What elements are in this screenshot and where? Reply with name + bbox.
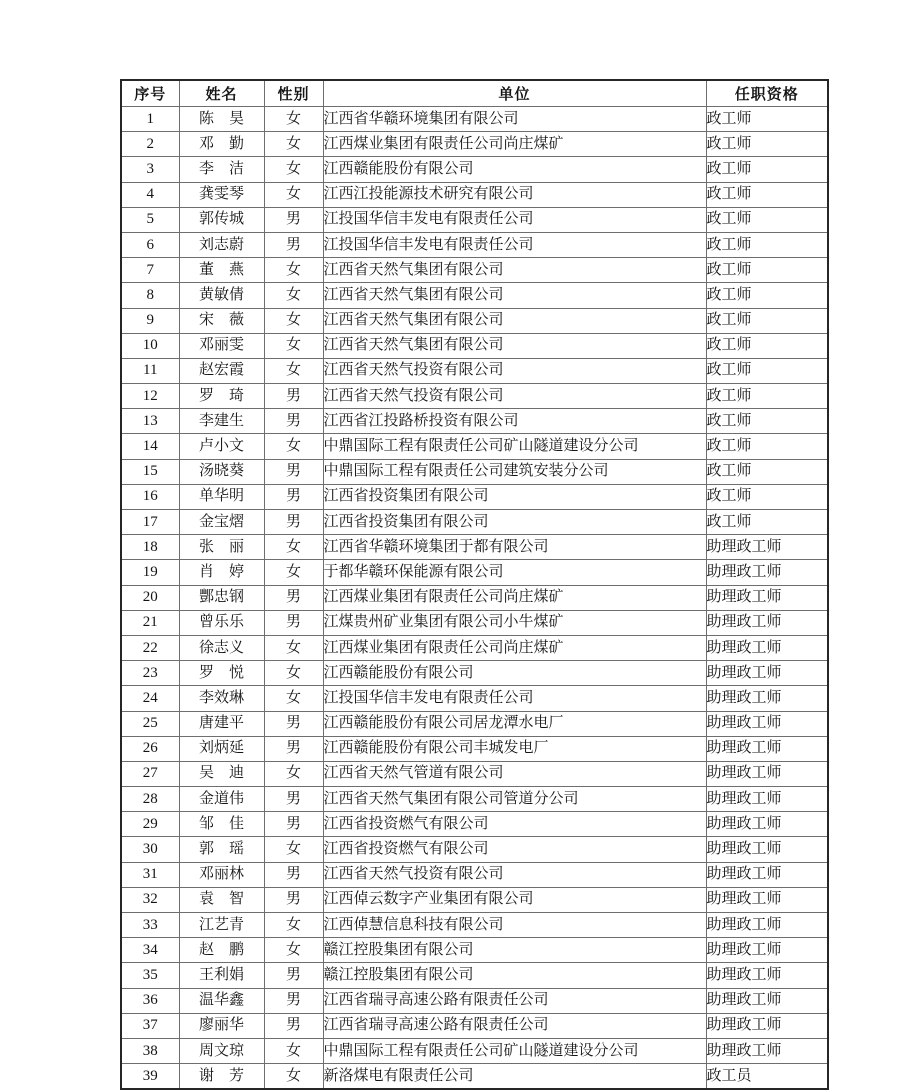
cell-unit: 赣江控股集团有限公司 — [323, 963, 706, 988]
cell-gender: 女 — [264, 635, 323, 660]
cell-name: 王利娟 — [179, 963, 264, 988]
cell-index: 24 — [121, 686, 179, 711]
cell-qualification: 助理政工师 — [706, 988, 828, 1013]
table-row — [121, 787, 828, 812]
cell-qualification: 政工师 — [706, 157, 828, 182]
table-row — [121, 610, 828, 635]
header-cell-index: 序号 — [121, 80, 179, 107]
cell-qualification: 政工师 — [706, 232, 828, 257]
cell-gender: 女 — [264, 535, 323, 560]
cell-index: 27 — [121, 761, 179, 786]
header-cell-unit: 单位 — [323, 80, 706, 107]
cell-qualification: 助理政工师 — [706, 812, 828, 837]
table-row — [121, 761, 828, 786]
cell-name: 董 燕 — [179, 258, 264, 283]
cell-gender: 女 — [264, 913, 323, 938]
cell-name: 陈 昊 — [179, 107, 264, 132]
cell-index: 32 — [121, 887, 179, 912]
cell-unit: 江西省天然气集团有限公司 — [323, 308, 706, 333]
table-row — [121, 711, 828, 736]
cell-index: 10 — [121, 333, 179, 358]
table-row — [121, 1013, 828, 1038]
cell-unit: 江西省投资燃气有限公司 — [323, 812, 706, 837]
table-row — [121, 988, 828, 1013]
cell-index: 4 — [121, 182, 179, 207]
cell-gender: 女 — [264, 686, 323, 711]
table-row — [121, 585, 828, 610]
cell-gender: 男 — [264, 812, 323, 837]
cell-index: 3 — [121, 157, 179, 182]
cell-unit: 江西省天然气管道有限公司 — [323, 761, 706, 786]
cell-index: 23 — [121, 661, 179, 686]
cell-unit: 江投国华信丰发电有限责任公司 — [323, 232, 706, 257]
cell-gender: 男 — [264, 1013, 323, 1038]
table-row — [121, 938, 828, 963]
table-row — [121, 232, 828, 257]
cell-index: 30 — [121, 837, 179, 862]
cell-unit: 中鼎国际工程有限责任公司建筑安装分公司 — [323, 459, 706, 484]
cell-qualification: 助理政工师 — [706, 938, 828, 963]
cell-unit: 江西赣能股份有限公司居龙潭水电厂 — [323, 711, 706, 736]
cell-unit: 江西省江投路桥投资有限公司 — [323, 409, 706, 434]
cell-index: 31 — [121, 862, 179, 887]
cell-unit: 江西江投能源技术研究有限公司 — [323, 182, 706, 207]
cell-unit: 江西省投资燃气有限公司 — [323, 837, 706, 862]
header-cell-gender: 性别 — [264, 80, 323, 107]
cell-qualification: 助理政工师 — [706, 711, 828, 736]
cell-name: 邓 勤 — [179, 132, 264, 157]
table-row — [121, 535, 828, 560]
table-row — [121, 812, 828, 837]
cell-gender: 男 — [264, 887, 323, 912]
cell-gender: 男 — [264, 787, 323, 812]
cell-index: 34 — [121, 938, 179, 963]
cell-index: 11 — [121, 358, 179, 383]
cell-index: 14 — [121, 434, 179, 459]
cell-qualification: 政工师 — [706, 107, 828, 132]
cell-unit: 中鼎国际工程有限责任公司矿山隧道建设分公司 — [323, 434, 706, 459]
cell-gender: 女 — [264, 283, 323, 308]
cell-index: 33 — [121, 913, 179, 938]
table-row — [121, 107, 828, 132]
cell-unit: 江西省华赣环境集团于都有限公司 — [323, 535, 706, 560]
cell-qualification: 助理政工师 — [706, 560, 828, 585]
cell-qualification: 助理政工师 — [706, 787, 828, 812]
table-row — [121, 887, 828, 912]
cell-qualification: 政工师 — [706, 132, 828, 157]
table-row — [121, 1038, 828, 1063]
cell-qualification: 助理政工师 — [706, 887, 828, 912]
cell-index: 35 — [121, 963, 179, 988]
cell-index: 25 — [121, 711, 179, 736]
table-body — [121, 107, 828, 1090]
cell-gender: 男 — [264, 510, 323, 535]
table-row — [121, 1064, 828, 1090]
cell-qualification: 助理政工师 — [706, 1038, 828, 1063]
cell-qualification: 政工师 — [706, 510, 828, 535]
cell-unit: 江西省天然气投资有限公司 — [323, 862, 706, 887]
cell-name: 郭 瑶 — [179, 837, 264, 862]
cell-qualification: 助理政工师 — [706, 837, 828, 862]
cell-qualification: 助理政工师 — [706, 661, 828, 686]
cell-name: 肖 婷 — [179, 560, 264, 585]
cell-unit: 江西省天然气集团有限公司 — [323, 258, 706, 283]
table-row — [121, 913, 828, 938]
cell-name: 酆忠钢 — [179, 585, 264, 610]
cell-gender: 男 — [264, 409, 323, 434]
cell-qualification: 政工师 — [706, 384, 828, 409]
table-row — [121, 409, 828, 434]
cell-gender: 女 — [264, 1038, 323, 1063]
cell-unit: 江西省天然气投资有限公司 — [323, 358, 706, 383]
table-row — [121, 837, 828, 862]
cell-gender: 男 — [264, 610, 323, 635]
cell-gender: 男 — [264, 232, 323, 257]
cell-gender: 女 — [264, 333, 323, 358]
table-row — [121, 560, 828, 585]
table-row — [121, 258, 828, 283]
cell-name: 金宝熠 — [179, 510, 264, 535]
cell-name: 刘志蔚 — [179, 232, 264, 257]
table-row — [121, 862, 828, 887]
table-row — [121, 510, 828, 535]
header-cell-qualification: 任职资格 — [706, 80, 828, 107]
header-row — [121, 80, 828, 107]
cell-gender: 女 — [264, 258, 323, 283]
cell-gender: 女 — [264, 837, 323, 862]
header-cell-name: 姓名 — [179, 80, 264, 107]
table-row — [121, 434, 828, 459]
cell-index: 37 — [121, 1013, 179, 1038]
cell-qualification: 政工师 — [706, 207, 828, 232]
cell-gender: 女 — [264, 761, 323, 786]
cell-index: 22 — [121, 635, 179, 660]
cell-qualification: 政工师 — [706, 434, 828, 459]
table-row — [121, 736, 828, 761]
cell-unit: 江西省投资集团有限公司 — [323, 510, 706, 535]
cell-unit: 江西倬云数字产业集团有限公司 — [323, 887, 706, 912]
cell-gender: 女 — [264, 358, 323, 383]
cell-name: 赵 鹏 — [179, 938, 264, 963]
cell-qualification: 助理政工师 — [706, 963, 828, 988]
cell-index: 9 — [121, 308, 179, 333]
cell-unit: 江西省瑞寻高速公路有限责任公司 — [323, 1013, 706, 1038]
cell-qualification: 助理政工师 — [706, 761, 828, 786]
cell-name: 汤晓葵 — [179, 459, 264, 484]
cell-gender: 女 — [264, 661, 323, 686]
cell-name: 曾乐乐 — [179, 610, 264, 635]
cell-gender: 女 — [264, 157, 323, 182]
table-row — [121, 686, 828, 711]
cell-name: 邹 佳 — [179, 812, 264, 837]
cell-qualification: 政工师 — [706, 358, 828, 383]
cell-gender: 男 — [264, 484, 323, 509]
cell-name: 徐志义 — [179, 635, 264, 660]
table-row — [121, 635, 828, 660]
cell-gender: 男 — [264, 862, 323, 887]
table-row — [121, 132, 828, 157]
cell-name: 金道伟 — [179, 787, 264, 812]
cell-index: 2 — [121, 132, 179, 157]
cell-qualification: 助理政工师 — [706, 1013, 828, 1038]
table-row — [121, 157, 828, 182]
cell-name: 唐建平 — [179, 711, 264, 736]
cell-name: 郭传城 — [179, 207, 264, 232]
cell-gender: 女 — [264, 182, 323, 207]
table-row — [121, 308, 828, 333]
cell-unit: 江西省天然气投资有限公司 — [323, 384, 706, 409]
table-row — [121, 358, 828, 383]
cell-unit: 江西省天然气集团有限公司管道分公司 — [323, 787, 706, 812]
cell-index: 7 — [121, 258, 179, 283]
cell-name: 吴 迪 — [179, 761, 264, 786]
cell-qualification: 政工师 — [706, 459, 828, 484]
cell-qualification: 助理政工师 — [706, 913, 828, 938]
table-row — [121, 207, 828, 232]
table-row — [121, 484, 828, 509]
table-row — [121, 283, 828, 308]
cell-unit: 江西省华赣环境集团有限公司 — [323, 107, 706, 132]
cell-gender: 男 — [264, 459, 323, 484]
table-row — [121, 661, 828, 686]
cell-unit: 江西煤业集团有限责任公司尚庄煤矿 — [323, 132, 706, 157]
roster-table — [120, 79, 829, 1090]
cell-qualification: 政工员 — [706, 1064, 828, 1090]
cell-unit: 江煤贵州矿业集团有限公司小牛煤矿 — [323, 610, 706, 635]
cell-index: 19 — [121, 560, 179, 585]
cell-unit: 江西省天然气集团有限公司 — [323, 333, 706, 358]
cell-qualification: 政工师 — [706, 182, 828, 207]
cell-gender: 女 — [264, 938, 323, 963]
cell-qualification: 政工师 — [706, 258, 828, 283]
cell-index: 5 — [121, 207, 179, 232]
cell-index: 13 — [121, 409, 179, 434]
cell-index: 26 — [121, 736, 179, 761]
cell-name: 单华明 — [179, 484, 264, 509]
cell-qualification: 助理政工师 — [706, 585, 828, 610]
cell-gender: 男 — [264, 963, 323, 988]
cell-name: 龚雯琴 — [179, 182, 264, 207]
cell-index: 21 — [121, 610, 179, 635]
cell-name: 李 洁 — [179, 157, 264, 182]
cell-qualification: 政工师 — [706, 484, 828, 509]
cell-name: 卢小文 — [179, 434, 264, 459]
cell-qualification: 政工师 — [706, 333, 828, 358]
cell-gender: 男 — [264, 585, 323, 610]
cell-index: 20 — [121, 585, 179, 610]
cell-index: 16 — [121, 484, 179, 509]
cell-gender: 女 — [264, 560, 323, 585]
cell-unit: 江西省天然气集团有限公司 — [323, 283, 706, 308]
cell-name: 袁 智 — [179, 887, 264, 912]
cell-qualification: 政工师 — [706, 283, 828, 308]
cell-qualification: 政工师 — [706, 308, 828, 333]
cell-name: 赵宏霞 — [179, 358, 264, 383]
cell-gender: 男 — [264, 384, 323, 409]
table-row — [121, 182, 828, 207]
cell-name: 周文琼 — [179, 1038, 264, 1063]
cell-unit: 江西省瑞寻高速公路有限责任公司 — [323, 988, 706, 1013]
cell-unit: 江西省投资集团有限公司 — [323, 484, 706, 509]
cell-unit: 中鼎国际工程有限责任公司矿山隧道建设分公司 — [323, 1038, 706, 1063]
table-row — [121, 384, 828, 409]
cell-unit: 江西赣能股份有限公司 — [323, 661, 706, 686]
cell-gender: 女 — [264, 107, 323, 132]
cell-gender: 男 — [264, 736, 323, 761]
cell-qualification: 助理政工师 — [706, 635, 828, 660]
cell-name: 张 丽 — [179, 535, 264, 560]
cell-qualification: 助理政工师 — [706, 862, 828, 887]
cell-gender: 女 — [264, 434, 323, 459]
table-row — [121, 459, 828, 484]
cell-index: 29 — [121, 812, 179, 837]
cell-unit: 江西赣能股份有限公司 — [323, 157, 706, 182]
cell-unit: 赣江控股集团有限公司 — [323, 938, 706, 963]
cell-index: 8 — [121, 283, 179, 308]
cell-gender: 女 — [264, 1064, 323, 1090]
cell-name: 邓丽林 — [179, 862, 264, 887]
cell-unit: 江西煤业集团有限责任公司尚庄煤矿 — [323, 635, 706, 660]
cell-index: 17 — [121, 510, 179, 535]
cell-name: 黄敏倩 — [179, 283, 264, 308]
cell-index: 18 — [121, 535, 179, 560]
cell-unit: 江投国华信丰发电有限责任公司 — [323, 207, 706, 232]
cell-index: 39 — [121, 1064, 179, 1090]
cell-qualification: 助理政工师 — [706, 535, 828, 560]
cell-index: 36 — [121, 988, 179, 1013]
cell-unit: 于都华赣环保能源有限公司 — [323, 560, 706, 585]
cell-index: 15 — [121, 459, 179, 484]
cell-qualification: 助理政工师 — [706, 610, 828, 635]
cell-index: 28 — [121, 787, 179, 812]
cell-gender: 女 — [264, 308, 323, 333]
cell-name: 温华鑫 — [179, 988, 264, 1013]
cell-name: 李效琳 — [179, 686, 264, 711]
cell-gender: 女 — [264, 132, 323, 157]
cell-unit: 江西赣能股份有限公司丰城发电厂 — [323, 736, 706, 761]
cell-name: 罗 琦 — [179, 384, 264, 409]
cell-index: 12 — [121, 384, 179, 409]
table-row — [121, 963, 828, 988]
cell-qualification: 政工师 — [706, 409, 828, 434]
cell-name: 刘炳延 — [179, 736, 264, 761]
cell-index: 38 — [121, 1038, 179, 1063]
cell-qualification: 助理政工师 — [706, 736, 828, 761]
cell-name: 江艺青 — [179, 913, 264, 938]
cell-index: 6 — [121, 232, 179, 257]
cell-name: 李建生 — [179, 409, 264, 434]
cell-name: 谢 芳 — [179, 1064, 264, 1090]
cell-index: 1 — [121, 107, 179, 132]
cell-gender: 男 — [264, 711, 323, 736]
cell-name: 宋 薇 — [179, 308, 264, 333]
cell-gender: 男 — [264, 988, 323, 1013]
cell-name: 罗 悦 — [179, 661, 264, 686]
cell-name: 邓丽雯 — [179, 333, 264, 358]
cell-qualification: 助理政工师 — [706, 686, 828, 711]
table-row — [121, 333, 828, 358]
cell-unit: 江投国华信丰发电有限责任公司 — [323, 686, 706, 711]
cell-unit: 江西倬慧信息科技有限公司 — [323, 913, 706, 938]
cell-gender: 男 — [264, 207, 323, 232]
cell-unit: 新洛煤电有限责任公司 — [323, 1064, 706, 1090]
cell-name: 廖丽华 — [179, 1013, 264, 1038]
cell-unit: 江西煤业集团有限责任公司尚庄煤矿 — [323, 585, 706, 610]
